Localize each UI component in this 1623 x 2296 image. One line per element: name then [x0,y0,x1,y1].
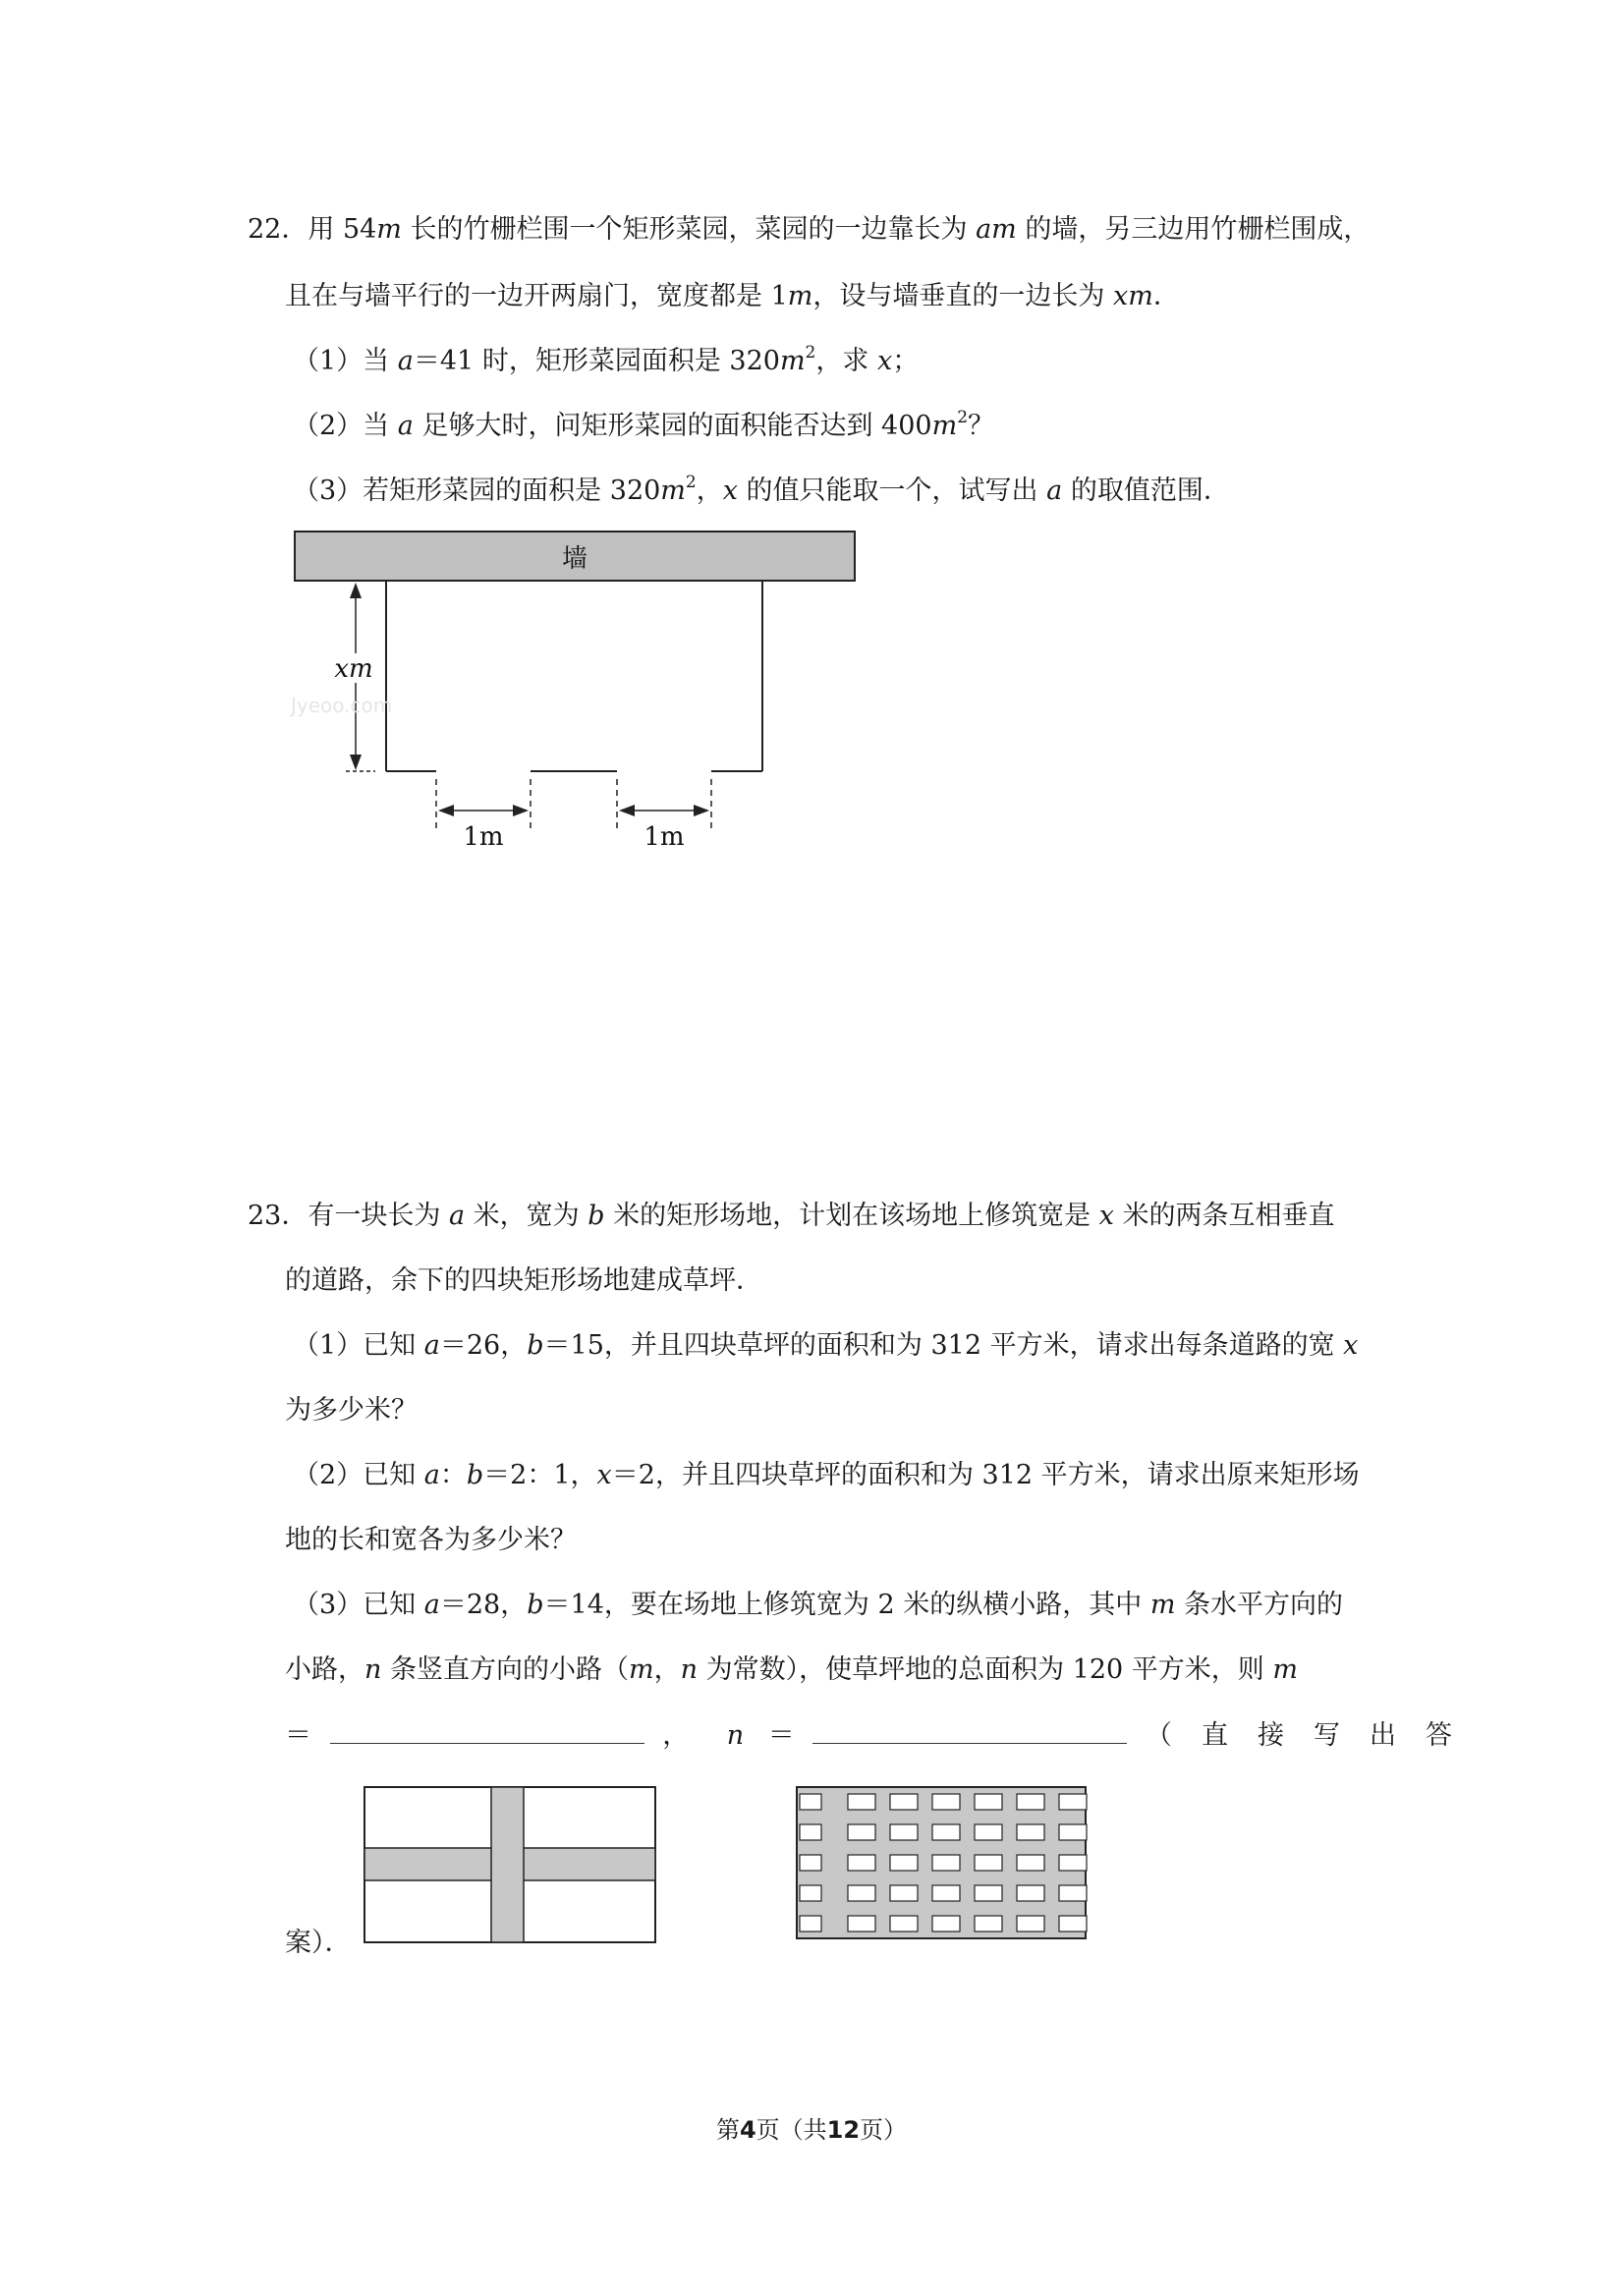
q23-part-2-line-2: 地的长和宽各为多少米？ [285,1525,577,1555]
grass-cell [975,1794,1002,1810]
door1-arrow-left [438,805,454,816]
q22-line-2: 且在与墙平行的一边开两扇门，宽度都是 1m，设与墙垂直的一边长为 xm． [285,281,1180,311]
grass-cell [1017,1885,1044,1901]
q23-part-3-line-4: 案）． [285,1928,352,1958]
grass-cell [1017,1916,1044,1932]
height-arrow-down [350,755,362,770]
q22-line-1: 22．用 54m 长的竹栅栏围一个矩形菜园，菜园的一边靠长为 am 的墙，另三边用竹栅栏围成， [248,214,1371,245]
grass-cell [1059,1916,1087,1932]
road-intersection [492,1849,523,1879]
q22-part-2: （2）当 a 足够大时，问矩形菜园的面积能否达到 $400m^2$？ [293,408,995,441]
grass-cell [890,1824,918,1840]
grass-cell [975,1916,1002,1932]
grass-cell [1017,1855,1044,1871]
q22-part-3: （3）若矩形菜园的面积是 $320m^2$，x 的值只能取一个，试写出 a 的取值范围． [293,473,1230,506]
q23-part-1-line-1: （1）已知 a＝26，b＝15，并且四块草坪的面积和为 312 平方米，请求出每条道路的宽 x [293,1330,1359,1361]
grass-cell [1017,1794,1044,1810]
grass-cell [848,1794,875,1810]
grass-cell [848,1824,875,1840]
grass-cell [975,1855,1002,1871]
grass-cell [890,1916,918,1932]
grass-cell [800,1824,821,1840]
grass-cell [848,1916,875,1932]
grass-cell [800,1885,821,1901]
grass-cell [890,1855,918,1871]
door1-arrow-right [513,805,529,816]
grass-cell [932,1916,960,1932]
door2-arrow-right [694,805,709,816]
height-label: xm [334,654,373,684]
grass-cell [1017,1824,1044,1840]
q23-part-1-line-2: 为多少米？ [285,1395,418,1426]
grass-cell [800,1794,821,1810]
q23-part-2-line-1: （2）已知 a：b＝2：1，x＝2，并且四块草坪的面积和为 312 平方米，请求出原来矩形场 [293,1460,1360,1490]
q22-part-1: （1）当 a＝41 时，矩形菜园面积是 $320m^2$，求 x； [293,343,920,376]
grass-cell [932,1855,960,1871]
q23-part-3-line-1: （3）已知 a＝28，b＝14，要在场地上修筑宽为 2 米的纵横小路，其中 m 条水平方向的 [293,1590,1344,1620]
grass-cell [975,1824,1002,1840]
grass-cell [932,1885,960,1901]
grass-cell [890,1885,918,1901]
grass-cell [1059,1885,1087,1901]
watermark: Jyeoo.com [291,694,393,717]
q23-part-3-line-3: ＝ ， n ＝ （直接写出答 [285,1715,1482,1756]
grass-cell [932,1794,960,1810]
grass-cell [975,1885,1002,1901]
grass-cell [1059,1794,1087,1810]
garden-figure [285,526,874,860]
wall-label: 墙 [561,544,588,574]
grass-cell [1059,1824,1087,1840]
grid-path-figure [796,1786,1091,1945]
height-arrow-up [350,583,362,598]
grass-cell [848,1855,875,1871]
cross-road-figure [364,1786,658,1945]
grass-cell [800,1916,821,1932]
q23-line-2: 的道路，余下的四块矩形场地建成草坪． [285,1265,762,1296]
door2-arrow-left [619,805,635,816]
grass-cell [932,1824,960,1840]
door1-label: 1m [463,822,504,852]
grass-cell [890,1794,918,1810]
q23-part-3-line-2: 小路，n 条竖直方向的小路（m，n 为常数），使草坪地的总面积为 120 平方米，则 m [285,1654,1298,1685]
answer-blank-m[interactable] [330,1715,644,1744]
q23-line-1: 23．有一块长为 a 米，宽为 b 米的矩形场地，计划在该场地上修筑宽是 x 米的两条互相垂直 [248,1201,1335,1231]
grass-cell [800,1855,821,1871]
answer-blank-n[interactable] [812,1715,1127,1744]
page-footer: 第4页（共12页） [715,2116,908,2144]
grass-cell [1059,1855,1087,1871]
grass-cell [848,1885,875,1901]
door2-label: 1m [644,822,685,852]
